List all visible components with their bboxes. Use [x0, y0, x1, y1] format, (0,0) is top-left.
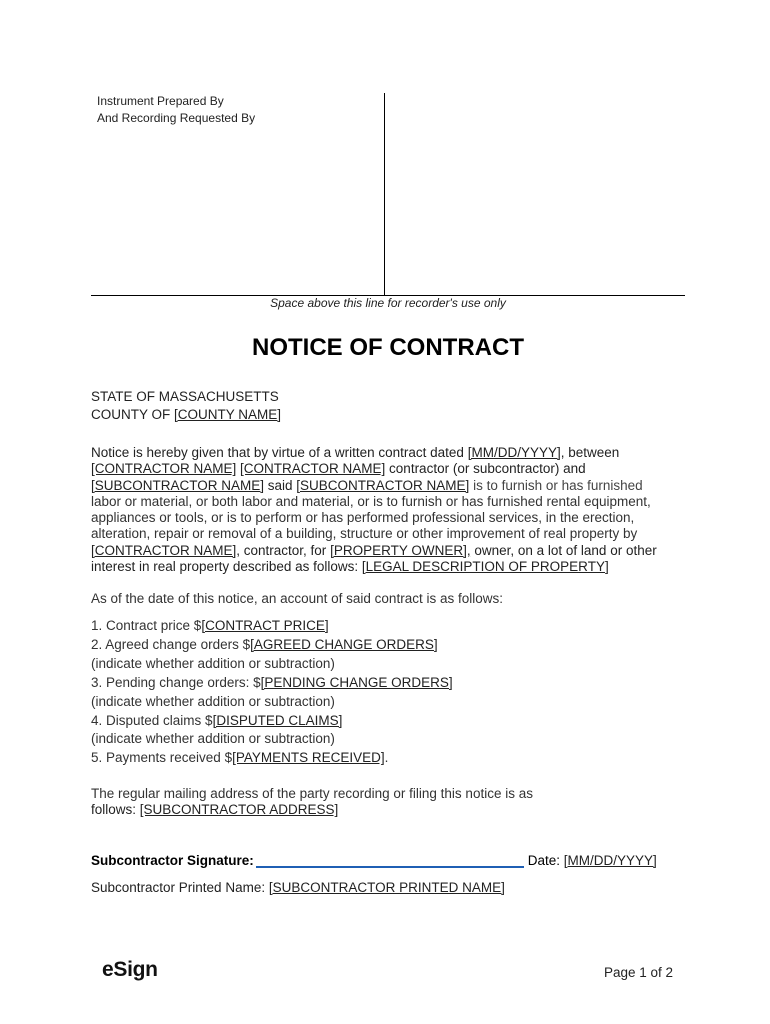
payments-received-period: . — [384, 750, 389, 766]
document-title: NOTICE OF CONTRACT — [252, 334, 524, 361]
list-item-note: (indicate whether addition or subtraction) — [91, 655, 335, 671]
list-item — [91, 617, 453, 636]
jurisdiction-block — [91, 388, 281, 424]
contractor-name-field-2[interactable]: [CONTRACTOR NAME] — [240, 461, 386, 477]
notice-line-5: appliances or tools, or is to perform or has performed professional services, in the erection, — [91, 510, 635, 526]
mailing-address-paragraph — [91, 786, 691, 819]
signature-line[interactable] — [256, 854, 524, 868]
printed-name-field[interactable]: [SUBCONTRACTOR PRINTED NAME] — [268, 880, 505, 895]
recording-requested-line: And Recording Requested By — [97, 111, 256, 125]
account-list — [91, 617, 453, 768]
agreed-change-orders-label: 2. Agreed change orders $ — [91, 636, 251, 652]
interest-text: interest in real property described as follows: — [91, 559, 362, 575]
mailing-prefix: follows: — [91, 802, 140, 818]
list-item-note: (indicate whether addition or subtraction) — [91, 693, 335, 709]
page-number: Page 1 of 2 — [604, 965, 674, 980]
notice-line-6: alteration, repair or removal of a building, structure or other improvement of real property by — [91, 526, 638, 542]
notice-between: , between — [560, 445, 620, 460]
mailing-line-2 — [91, 802, 691, 818]
notice-line-4: labor or material, or both labor and material, or is to furnish or has furnished rental equipment, — [91, 493, 651, 509]
signature-date-field[interactable]: [MM/DD/YYYY] — [563, 853, 657, 868]
furnish-text-1: is to furnish or has furnished — [469, 477, 643, 493]
notice-intro: Notice is hereby given that by virtue of a written contract dated — [91, 445, 468, 460]
esign-logo: eSign — [102, 958, 158, 981]
prepared-by-line: Instrument Prepared By — [97, 94, 224, 108]
said-text: said — [264, 477, 297, 493]
printed-name-row — [91, 880, 505, 895]
notice-line-8 — [91, 559, 691, 575]
list-item — [91, 636, 453, 655]
county-field[interactable]: [COUNTY NAME] — [174, 407, 282, 422]
agreed-change-orders-field[interactable]: [AGREED CHANGE ORDERS] — [250, 636, 438, 652]
list-item — [91, 712, 453, 731]
contractor-or-sub-text: contractor (or subcontractor) and — [385, 461, 586, 477]
list-item — [91, 749, 453, 768]
contract-price-label: 1. Contract price $ — [91, 618, 202, 633]
list-item — [91, 674, 453, 693]
contractor-for-text: , contractor, for — [236, 542, 331, 558]
subcontractor-address-field[interactable]: [SUBCONTRACTOR ADDRESS] — [139, 802, 339, 818]
recorder-note: Space above this line for recorder's use only — [270, 296, 506, 310]
owner-text: owner, on a lot of land or other — [470, 542, 657, 558]
list-item-note: (indicate whether addition or subtraction) — [91, 731, 335, 747]
payments-received-field[interactable]: [PAYMENTS RECEIVED] — [232, 750, 385, 766]
printed-name-label: Subcontractor Printed Name: — [91, 880, 269, 895]
payments-received-label: 5. Payments received $ — [91, 750, 233, 766]
contractor-name-field-1[interactable]: [CONTRACTOR NAME] — [91, 461, 237, 477]
county-prefix: COUNTY OF — [91, 407, 175, 422]
pending-change-orders-field[interactable]: [PENDING CHANGE ORDERS] — [260, 674, 453, 690]
legal-description-field[interactable]: [LEGAL DESCRIPTION OF PROPERTY] — [361, 559, 609, 575]
account-intro: As of the date of this notice, an account of said contract is as follows: — [91, 591, 503, 606]
recorder-divider-vertical — [384, 93, 385, 295]
prepared-by-block — [97, 93, 255, 127]
county-line — [91, 406, 281, 424]
disputed-claims-field[interactable]: [DISPUTED CLAIMS] — [212, 712, 343, 728]
notice-line-2 — [91, 461, 691, 477]
disputed-claims-label: 4. Disputed claims $ — [91, 712, 213, 728]
date-label: Date: — [527, 853, 564, 868]
signature-label: Subcontractor Signature: — [91, 853, 254, 868]
pending-change-orders-label: 3. Pending change orders: $ — [91, 674, 261, 690]
mailing-line-1: The regular mailing address of the party recording or filing this notice is as — [91, 786, 533, 801]
contract-date-field[interactable]: [MM/DD/YYYY] — [467, 445, 561, 460]
notice-line-7 — [91, 543, 691, 559]
contract-price-field[interactable]: [CONTRACT PRICE] — [201, 618, 329, 633]
state-line: STATE OF MASSACHUSETTS — [91, 389, 279, 404]
subcontractor-name-field-1[interactable]: [SUBCONTRACTOR NAME] — [91, 477, 265, 493]
notice-line-3 — [91, 478, 691, 494]
subcontractor-name-field-2[interactable]: [SUBCONTRACTOR NAME] — [296, 477, 470, 493]
contractor-name-field-3[interactable]: [CONTRACTOR NAME] — [91, 542, 237, 558]
notice-paragraph — [91, 445, 691, 575]
property-owner-field[interactable]: [PROPERTY OWNER], — [330, 542, 471, 558]
signature-row — [91, 853, 657, 868]
notice-line-1 — [91, 445, 691, 461]
